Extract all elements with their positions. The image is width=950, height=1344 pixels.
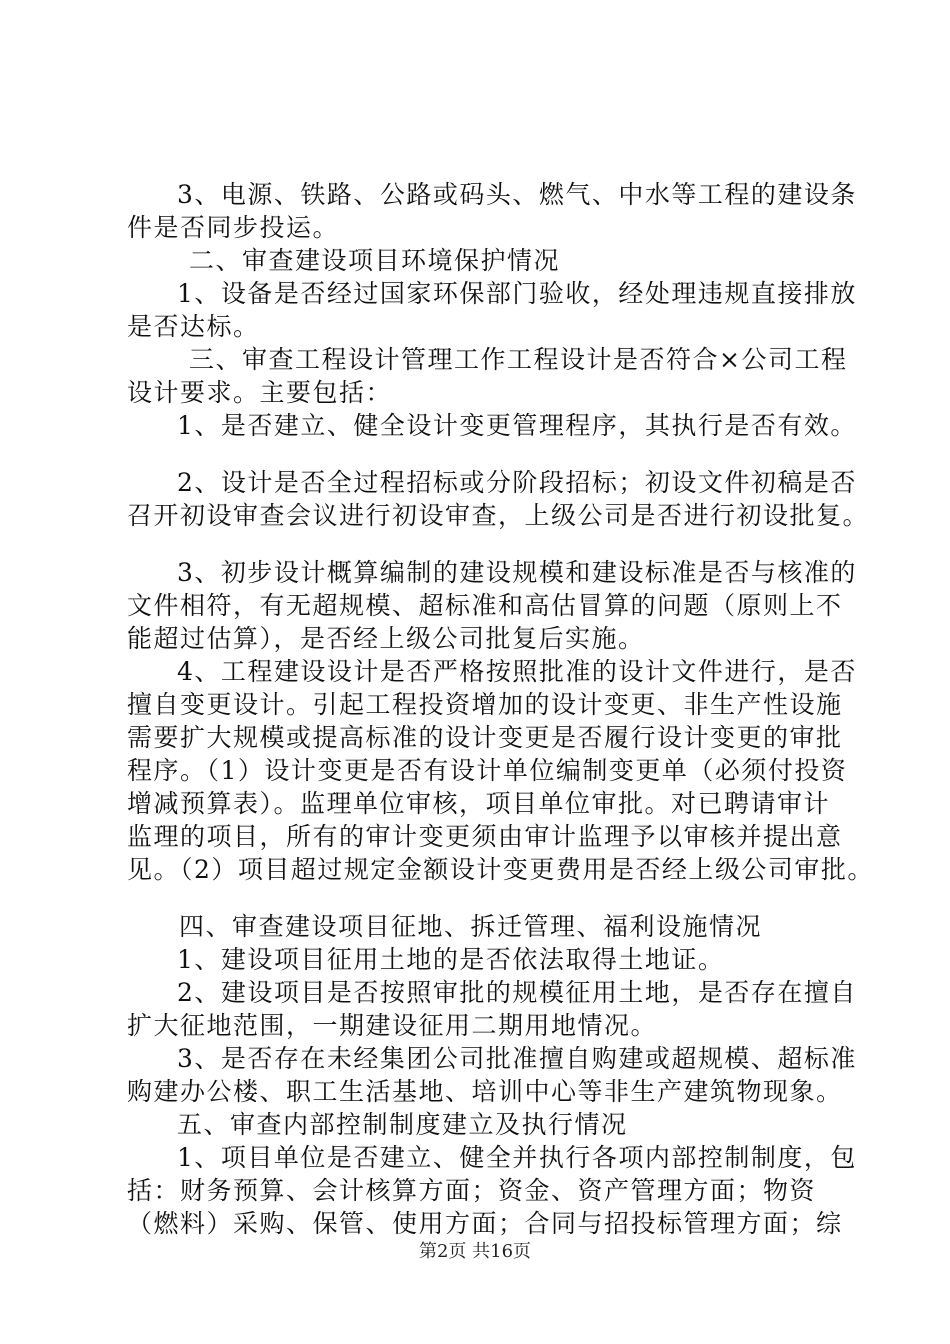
text-line: 购建办公楼、职工生活基地、培训中心等非生产建筑物现象。 [127,1077,843,1106]
text-line: （燃料）采购、保管、使用方面；合同与招投标管理方面；综 [127,1209,843,1238]
text-line: 扩大征地范围，一期建设征用二期用地情况。 [127,1011,658,1040]
paragraph-gap [127,442,857,466]
text-line: 括：财务预算、会计核算方面；资金、资产管理方面；物资 [127,1176,817,1205]
text-line: 1、建设项目征用土地的是否依法取得土地证。 [177,945,725,974]
text-line: 1、项目单位是否建立、健全并执行各项内部控制制度，包 [177,1143,857,1172]
text-line: 1、是否建立、健全设计变更管理程序，其执行是否有效。 [177,411,857,440]
text-line: 擅自变更设计。引起工程投资增加的设计变更、非生产性设施 [127,690,843,719]
text-line: 增减预算表）。监理单位审核，项目单位审批。对已聘请审计 [127,789,831,818]
text-line: 设计要求。主要包括： [127,378,393,407]
text-line: 2、设计是否全过程招标或分阶段招标；初设文件初稿是否 [177,468,857,497]
text-line: 3、初步设计概算编制的建设规模和建设标准是否与核准的 [177,558,857,587]
text-line: 需要扩大规模或提高标准的设计变更是否履行设计变更的审批 [127,723,843,752]
section-heading: 三、审查工程设计管理工作工程设计是否符合×公司工程 [189,345,848,374]
text-line: 文件相符，有无超规模、超标准和高估冒算的问题（原则上不 [127,591,843,620]
section-heading: 五、审查内部控制制度建立及执行情况 [177,1110,628,1139]
section-heading: 二、审查建设项目环境保护情况 [189,246,561,275]
document-body [127,178,874,1240]
text-line: 1、设备是否经过国家环保部门验收，经处理违规直接排放 [177,279,857,308]
text-line: 2、建设项目是否按照审批的规模征用土地，是否存在擅自 [177,978,857,1007]
text-line: 召开初设审查会议进行初设审查，上级公司是否进行初设批复。 [127,501,870,530]
text-line: 3、电源、铁路、公路或码头、燃气、中水等工程的建设条 [177,180,857,209]
page-indicator: 第2页 共16页 [418,1241,532,1262]
text-line: 件是否同步投运。 [127,213,340,242]
text-line: 程序。（1）设计变更是否有设计单位编制变更单（必须付投资 [127,756,848,785]
text-line: 能超过估算），是否经上级公司批复后实施。 [127,624,645,653]
section-heading: 四、审查建设项目征地、拆迁管理、福利设施情况 [179,912,763,941]
text-line: 监理的项目，所有的审计变更须由审计监理予以审核并提出意 [127,822,843,851]
paragraph-gap [127,886,857,910]
text-line: 4、工程建设设计是否严格按照批准的设计文件进行，是否 [177,657,857,686]
text-line: 是否达标。 [127,312,260,341]
text-line: 3、是否存在未经集团公司批准擅自购建或超规模、超标准 [177,1044,857,1073]
paragraph-gap [127,532,857,556]
text-line: 见。（2）项目超过规定金额设计变更费用是否经上级公司审批。 [127,855,874,884]
